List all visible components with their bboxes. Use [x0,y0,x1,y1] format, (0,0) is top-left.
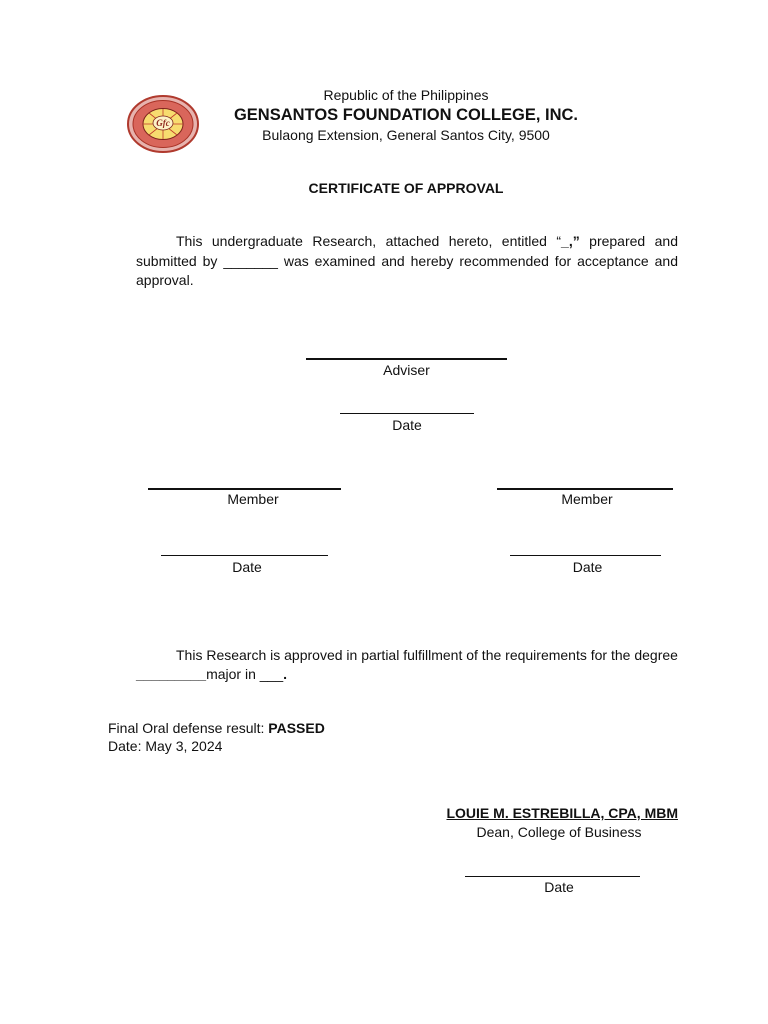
member-right-signature-line [497,488,673,490]
college-name: GENSANTOS FOUNDATION COLLEGE, INC. [233,106,579,124]
member-right-date-label: Date [572,559,603,575]
certificate-title: CERTIFICATE OF APPROVAL [308,180,504,196]
republic-header: Republic of the Philippines [323,87,489,103]
member-left-date-label: Date [232,559,262,575]
member-left-label: Member [227,491,279,507]
approval-paragraph [136,232,678,291]
degree-blank: _________ [136,665,207,682]
dean-date-label: Date [544,879,574,895]
defense-result-value: PASSED [268,720,325,736]
college-address: Bulaong Extension, General Santos City, 9500 [262,127,550,143]
para2-text: This Research is approved in partial fulfillment of the requirements for the degree [176,647,678,663]
adviser-date-line [340,413,474,414]
member-right-date-line [510,555,661,556]
logo-monogram: Gfc [156,118,170,128]
para1-ending: was examined and hereby recommended for acceptance and approval. [136,252,678,288]
member-left-signature-line [148,488,341,490]
para1-middle: prepared and submitted by [136,233,678,269]
para2-end: . [283,665,288,682]
member-left-date-line [161,555,328,556]
defense-result-line [108,719,325,737]
college-seal-icon [126,94,200,154]
dean-name: LOUIE M. ESTREBILLA, CPA, MBM [446,805,678,821]
adviser-signature-line [306,358,507,360]
fulfillment-paragraph [136,646,678,683]
dean-date-line [465,876,640,877]
defense-date: Date: May 3, 2024 [108,738,223,754]
para1-intro: This undergraduate Research, attached hereto, entitled “ [176,233,562,249]
defense-result-block [108,719,325,755]
adviser-date-label: Date [392,417,422,433]
major-blank: ___ [259,665,284,682]
research-title-blank: _,” [561,233,580,249]
member-right-label: Member [561,491,613,507]
submitter-blank: _______ [223,252,278,269]
adviser-label: Adviser [383,362,430,378]
major-text: major in [206,665,260,682]
dean-title: Dean, College of Business [476,824,642,840]
defense-result-label: Final Oral defense result: [108,720,269,736]
